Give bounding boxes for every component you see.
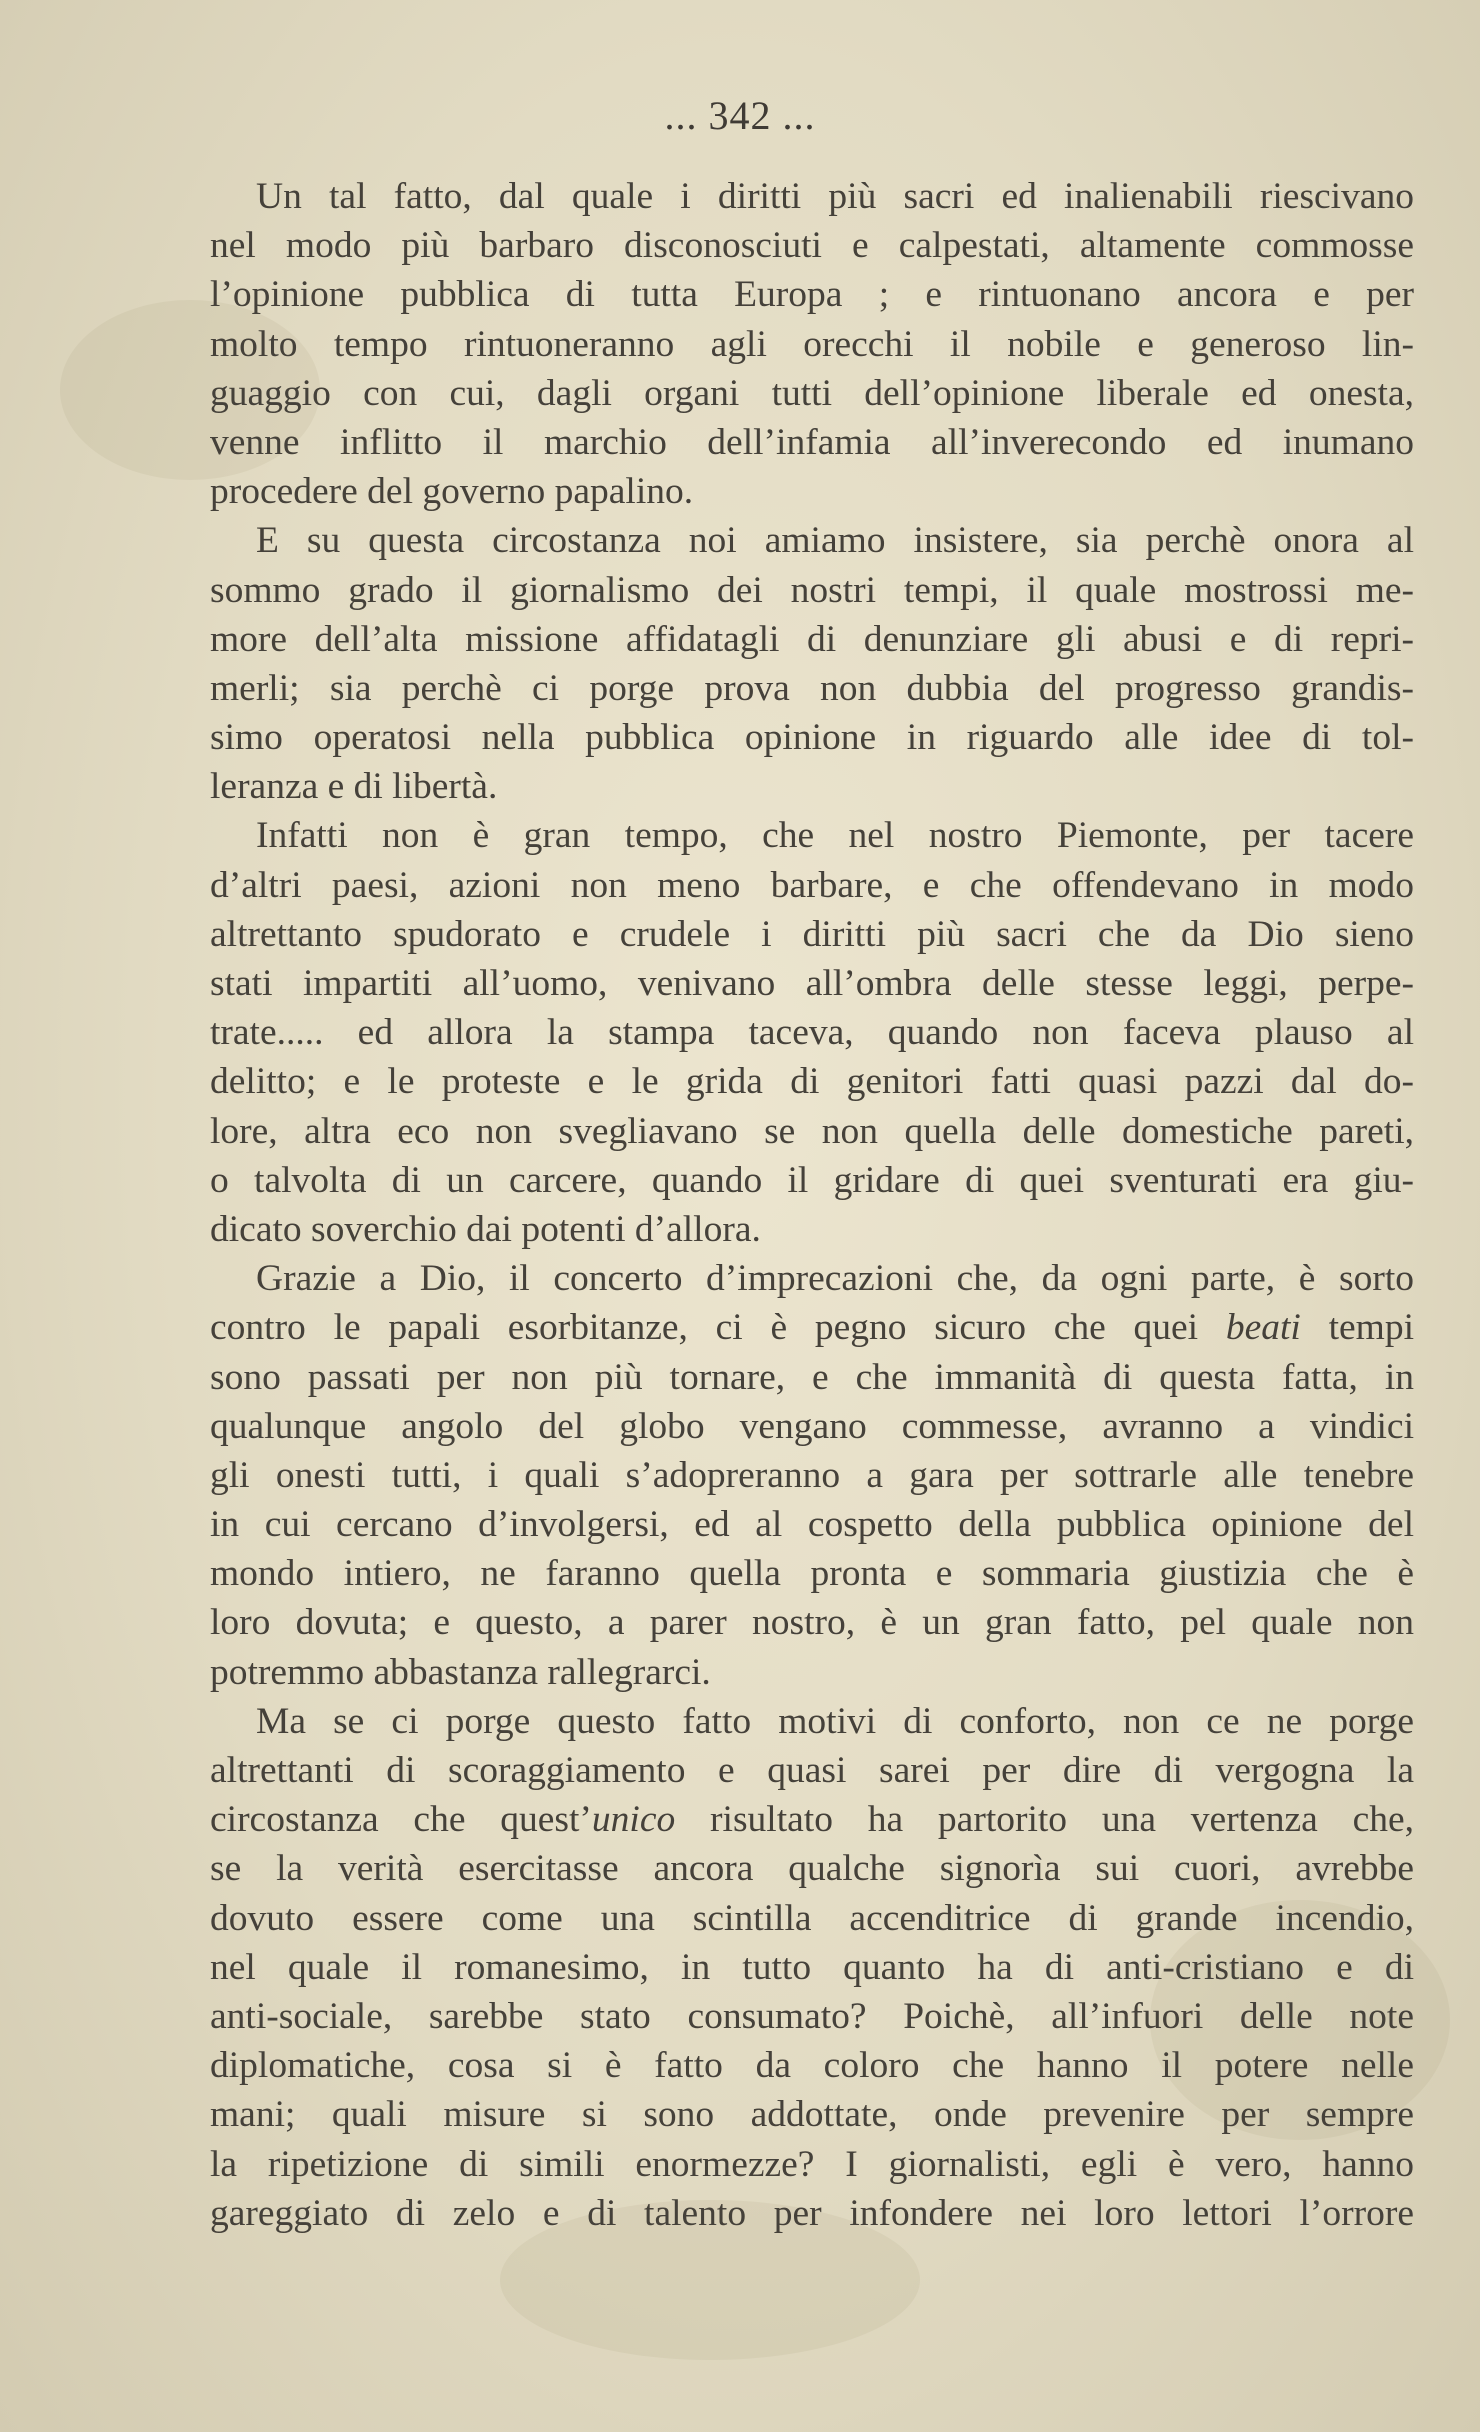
text-line: diplomatiche, cosa si è fatto da coloro che hanno il potere nelle bbox=[210, 2045, 1414, 2087]
text-line: altrettanto spudorato e crudele i diritti più sacri che da Dio sieno bbox=[210, 913, 1414, 955]
text-line: sommo grado il giornalismo dei nostri tempi, il quale mostrossi me- bbox=[210, 569, 1414, 611]
paragraph bbox=[210, 1254, 1414, 1697]
text-line: simo operatosi nella pubblica opinione in riguardo alle idee di tol- bbox=[210, 717, 1414, 759]
text-line: leranza e di libertà. bbox=[210, 766, 498, 808]
text-line: stati impartiti all’uomo, venivano all’ombra delle stesse leggi, perpe- bbox=[210, 963, 1414, 1004]
text-segment: tempi bbox=[1328, 1307, 1414, 1349]
text-line: o talvolta di un carcere, quando il gridare di quei sventurati era giu- bbox=[210, 1159, 1414, 1201]
text-line: dovuto essere come una scintilla accenditrice di grande incendio, bbox=[210, 1897, 1414, 1939]
text-line: E su questa circostanza noi amiamo insistere, sia perchè onora al bbox=[256, 520, 1414, 562]
text-line: nel modo più barbaro disconosciuti e calpestati, altamente commosse bbox=[210, 225, 1414, 267]
text-line: in cui cercano d’involgersi, ed al cospetto della pubblica opinione del bbox=[210, 1504, 1414, 1546]
italic-word: beati bbox=[1225, 1307, 1301, 1349]
text-line: Infatti non è gran tempo, che nel nostro Piemonte, per tacere bbox=[256, 815, 1414, 857]
text-line: Un tal fatto, dal quale i diritti più sacri ed inalienabili riescivano bbox=[256, 176, 1414, 217]
text-line: Ma se ci porge questo fatto motivi di conforto, non ce ne porge bbox=[256, 1700, 1414, 1742]
text-line: merli; sia perchè ci porge prova non dubbia del progresso grandis- bbox=[210, 667, 1414, 709]
text-line: procedere del governo papalino. bbox=[210, 471, 694, 513]
text-line: se la verità esercitasse ancora qualche signorìa sui cuori, avrebbe bbox=[210, 1848, 1414, 1890]
text-line-with-italic bbox=[210, 1795, 1414, 1844]
paragraph bbox=[210, 172, 1414, 516]
text-line: nel quale il romanesimo, in tutto quanto ha di anti-cristiano e di bbox=[210, 1946, 1414, 1988]
text-line: molto tempo rintuoneranno agli orecchi il nobile e generoso lin- bbox=[210, 323, 1414, 365]
italic-word: unico bbox=[591, 1799, 676, 1841]
text-line: mondo intiero, ne faranno quella pronta e sommaria giustizia che è bbox=[210, 1553, 1414, 1595]
text-line: gli onesti tutti, i quali s’adopreranno a gara per sottrarle alle tenebre bbox=[210, 1454, 1414, 1496]
text-line-with-italic bbox=[210, 1303, 1414, 1352]
text-line: potremmo abbastanza rallegrarci. bbox=[210, 1651, 711, 1693]
text-line: l’opinione pubblica di tutta Europa ; e rintuonano ancora e per bbox=[210, 274, 1414, 316]
paragraph bbox=[210, 1697, 1414, 2238]
text-line: altrettanti di scoraggiamento e quasi sarei per dire di vergogna la bbox=[210, 1750, 1414, 1791]
text-line: Grazie a Dio, il concerto d’imprecazioni che, da ogni parte, è sorto bbox=[256, 1258, 1414, 1300]
paragraph bbox=[210, 516, 1414, 811]
text-line: delitto; e le proteste e le grida di genitori fatti quasi pazzi dal do- bbox=[210, 1061, 1414, 1103]
text-line: sono passati per non più tornare, e che immanità di questa fatta, in bbox=[210, 1356, 1414, 1398]
text-line: qualunque angolo del globo vengano commesse, avranno a vindici bbox=[210, 1405, 1414, 1447]
text-line: mani; quali misure si sono addottate, onde prevenire per sempre bbox=[210, 2094, 1414, 2136]
text-line: anti-sociale, sarebbe stato consumato? Poichè, all’infuori delle note bbox=[210, 1995, 1414, 2037]
body-text bbox=[210, 172, 1414, 2238]
text-line: gareggiato di zelo e di talento per infondere nei loro lettori l’orrore bbox=[210, 2192, 1414, 2234]
text-line: lore, altra eco non svegliavano se non quella delle domestiche pareti, bbox=[210, 1110, 1414, 1152]
paragraph bbox=[210, 811, 1414, 1254]
text-segment: circostanza che quest’ bbox=[210, 1799, 592, 1841]
text-line: loro dovuta; e questo, a parer nostro, è un gran fatto, pel quale non bbox=[210, 1602, 1414, 1644]
text-line: trate..... ed allora la stampa taceva, quando non faceva plauso al bbox=[210, 1012, 1414, 1054]
text-line: la ripetizione di simili enormezze? I giornalisti, egli è vero, hanno bbox=[210, 2143, 1414, 2185]
text-line: d’altri paesi, azioni non meno barbare, e che offendevano in modo bbox=[210, 864, 1414, 906]
text-line: guaggio con cui, dagli organi tutti dell’opinione liberale ed onesta, bbox=[210, 372, 1414, 414]
text-line: more dell’alta missione affidatagli di denunziare gli abusi e di repri- bbox=[210, 618, 1414, 660]
text-line: venne inflitto il marchio dell’infamia all’inverecondo ed inumano bbox=[210, 421, 1414, 463]
page-number: ... 342 ... bbox=[664, 93, 816, 138]
text-segment: risultato ha partorito una vertenza che, bbox=[710, 1799, 1414, 1841]
text-line: dicato soverchio dai potenti d’allora. bbox=[210, 1208, 761, 1250]
text-segment: contro le papali esorbitanze, ci è pegno sicuro che quei bbox=[210, 1307, 1199, 1349]
